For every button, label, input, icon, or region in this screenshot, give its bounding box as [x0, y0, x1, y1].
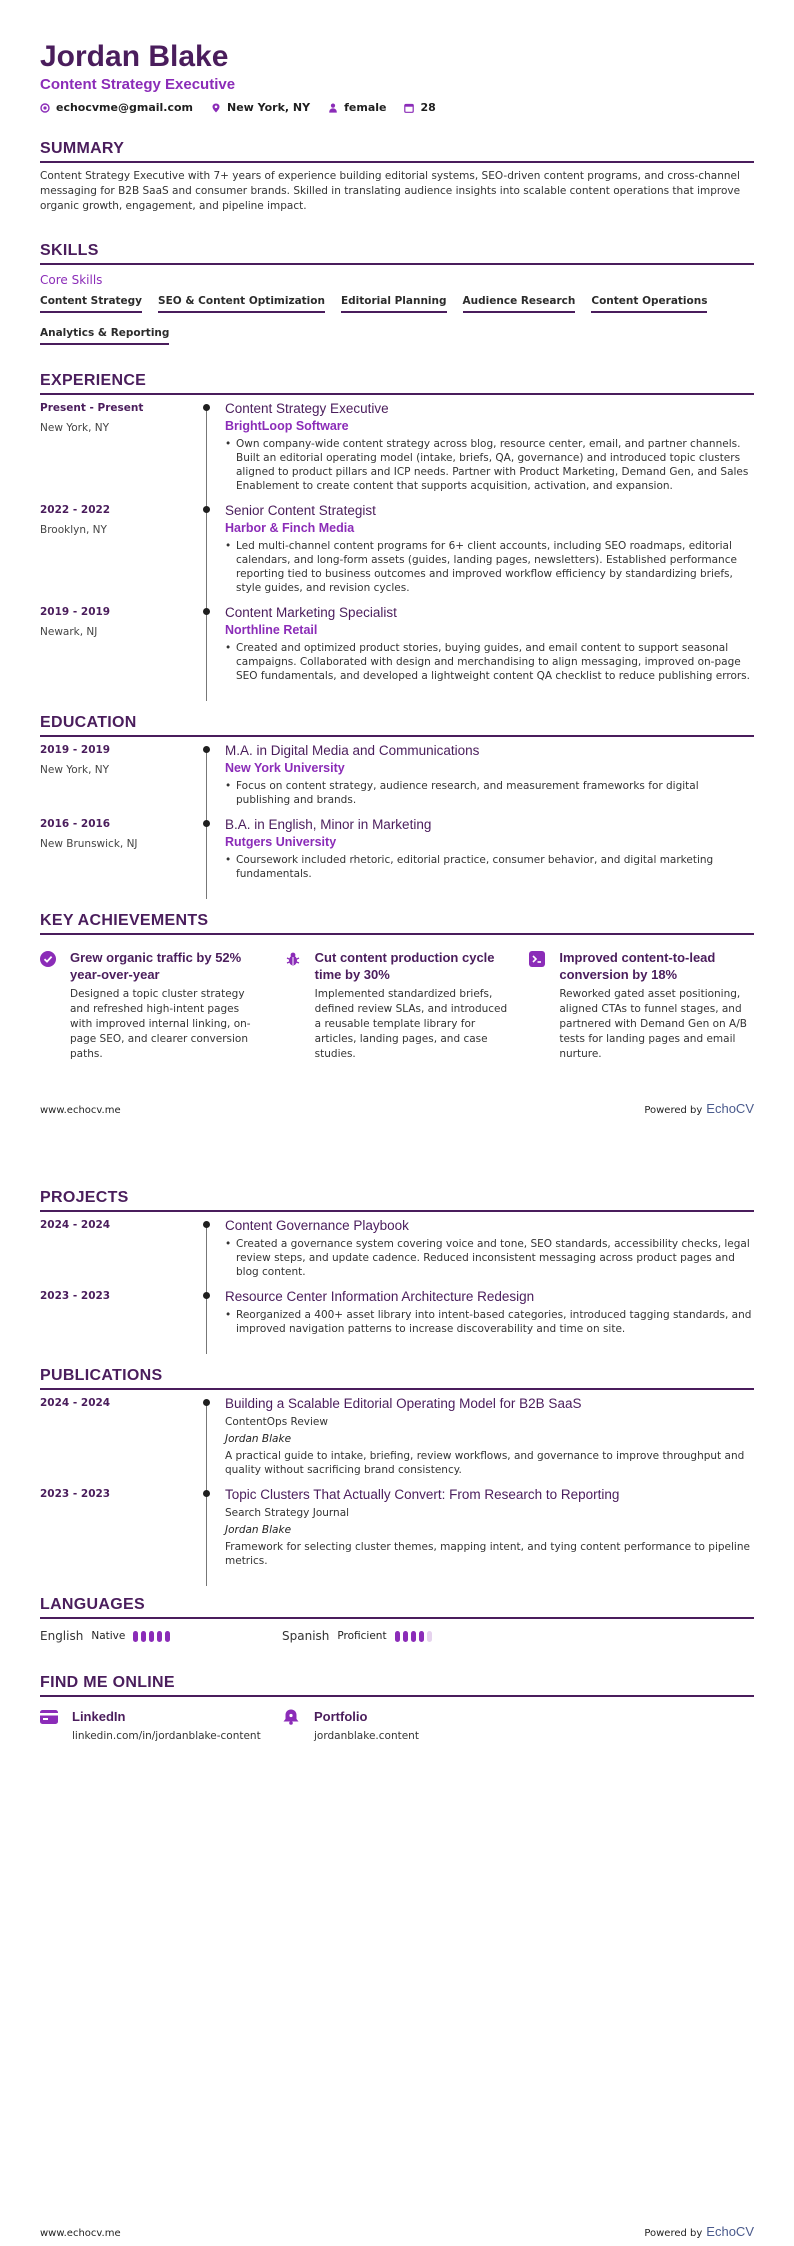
candidate-name: Jordan Blake — [40, 40, 229, 73]
publication-author: Jordan Blake — [225, 1433, 292, 1445]
terminal-icon — [529, 951, 545, 967]
education-degree: M.A. in Digital Media and Communications — [225, 743, 480, 758]
language-item — [40, 1629, 282, 1643]
project-bullet: • Reorganized a 400+ asset library into intent-based categories, introduced tagging standards, and improved navigation patterns to increase discoverability and time on site. — [225, 1308, 754, 1336]
experience-company: Northline Retail — [225, 623, 318, 637]
language-name: Spanish — [282, 1629, 330, 1643]
publication-item — [40, 1487, 754, 1578]
online-title: LinkedIn — [72, 1709, 126, 1724]
education-date: 2016 - 2016 — [40, 818, 111, 830]
project-title: Content Governance Playbook — [225, 1218, 409, 1233]
map-pin-icon — [211, 103, 221, 113]
calendar-icon — [404, 103, 414, 113]
education-degree: B.A. in English, Minor in Marketing — [225, 817, 432, 832]
experience-bullet: • Own company-wide content strategy across blog, resource center, email, and partner channels. Built an editorial operating model (intake, briefs, QA, governance) and introduced topic clusters aligned to product pillars and ICP needs. Partner with Product Marketing, Demand Gen, and Sales Enablement to create content that supports acquisition, activation, and expansion. — [225, 437, 754, 493]
project-date: 2024 - 2024 — [40, 1219, 111, 1231]
section-title: EXPERIENCE — [40, 372, 754, 395]
publication-desc: A practical guide to intake, briefing, review workflows, and governance to improve throughput and quality without sacrificing brand consistency. — [225, 1450, 745, 1476]
section-title: KEY ACHIEVEMENTS — [40, 912, 754, 935]
section-title: EDUCATION — [40, 714, 754, 737]
timeline-dot — [203, 820, 210, 827]
language-level: Native — [91, 1630, 126, 1642]
experience-company: BrightLoop Software — [225, 419, 349, 433]
experience-company: Harbor & Finch Media — [225, 521, 355, 535]
online-url[interactable]: jordanblake.content — [314, 1730, 419, 1742]
section-title: PROJECTS — [40, 1189, 754, 1212]
skill-tag: Editorial Planning — [341, 295, 447, 313]
person-icon — [328, 103, 338, 113]
timeline-line — [206, 1400, 207, 1495]
skill-tag: Content Strategy — [40, 295, 142, 313]
age-text: 28 — [420, 101, 436, 114]
candidate-title: Content Strategy Executive — [40, 76, 236, 93]
experience-bullet: • Led multi-channel content programs for 6+ client accounts, including SEO roadmaps, editorial calendars, and long-form assets (guides, landing pages, newsletters). Established performance reporting tied to business outcomes and improved workflow efficiency by standardizing briefs, style guides, and revision cycles. — [225, 539, 754, 595]
rating-dot-empty — [427, 1631, 432, 1642]
publication-author: Jordan Blake — [225, 1524, 292, 1536]
experience-section — [40, 372, 754, 693]
footer-powered — [644, 2224, 754, 2239]
experience-item — [40, 503, 754, 605]
experience-location: New York, NY — [40, 422, 110, 434]
timeline-line — [206, 1293, 207, 1354]
page-footer — [40, 2224, 754, 2239]
publication-date: 2023 - 2023 — [40, 1488, 111, 1500]
email-text: echocvme@gmail.com — [56, 101, 194, 114]
at-sign-icon — [40, 103, 50, 113]
rating-dot-filled — [165, 1631, 170, 1642]
timeline-dot — [203, 1221, 210, 1228]
experience-date: Present - Present — [40, 402, 144, 414]
rating-dot-filled — [133, 1631, 138, 1642]
section-title: SKILLS — [40, 242, 754, 265]
education-date: 2019 - 2019 — [40, 744, 111, 756]
experience-role: Senior Content Strategist — [225, 503, 376, 518]
rating-dot-filled — [411, 1631, 416, 1642]
education-bullet: • Focus on content strategy, audience research, and measurement frameworks for digital publishing and brands. — [225, 779, 754, 807]
timeline-dot — [203, 1490, 210, 1497]
experience-location: Brooklyn, NY — [40, 524, 107, 536]
contact-bar — [40, 101, 754, 114]
skills-list — [40, 295, 754, 345]
rating-dot-filled — [149, 1631, 154, 1642]
contact-location — [211, 101, 310, 114]
skill-tag: SEO & Content Optimization — [158, 295, 325, 313]
bug-icon — [285, 951, 301, 967]
section-title: PUBLICATIONS — [40, 1367, 754, 1390]
language-rating — [395, 1631, 432, 1642]
echocv-logo[interactable]: EchoCV — [706, 1101, 754, 1116]
languages-section — [40, 1596, 754, 1643]
rating-dot-filled — [395, 1631, 400, 1642]
footer-site-link[interactable]: www.echocv.me — [40, 1105, 121, 1116]
education-item — [40, 817, 754, 891]
language-rating — [133, 1631, 170, 1642]
skill-tag: Audience Research — [463, 295, 576, 313]
experience-item — [40, 605, 754, 693]
location-text: New York, NY — [227, 101, 311, 114]
achievement-desc: Designed a topic cluster strategy and refreshed high-intent pages with improved internal linking, on-page SEO, and clearer conversion paths. — [70, 988, 251, 1060]
timeline-line — [206, 1222, 207, 1297]
section-title: SUMMARY — [40, 140, 754, 163]
echocv-logo[interactable]: EchoCV — [706, 2224, 754, 2239]
achievement-title: Cut content production cycle time by 30% — [314, 950, 495, 982]
footer-site-link[interactable]: www.echocv.me — [40, 2228, 121, 2239]
publication-publisher: ContentOps Review — [225, 1416, 328, 1428]
achievement-item — [285, 949, 510, 1062]
powered-by-text: Powered by — [644, 1105, 703, 1116]
achievement-title: Improved content-to-lead conversion by 18% — [559, 950, 716, 982]
project-bullet: • Created a governance system covering voice and tone, SEO standards, accessibility checks, legal review steps, and update cadence. Reduced inconsistent messaging across product pages and blog content. — [225, 1237, 754, 1279]
experience-date: 2019 - 2019 — [40, 606, 111, 618]
rating-dot-filled — [141, 1631, 146, 1642]
timeline-line — [206, 821, 207, 899]
skill-tag: Content Operations — [591, 295, 707, 313]
experience-item — [40, 401, 754, 503]
summary-section — [40, 140, 754, 214]
powered-by-text: Powered by — [644, 2228, 703, 2239]
education-item — [40, 743, 754, 817]
projects-section — [40, 1189, 754, 1346]
experience-date: 2022 - 2022 — [40, 504, 111, 516]
achievement-title: Grew organic traffic by 52% year-over-year — [70, 950, 242, 982]
experience-location: Newark, NJ — [40, 626, 98, 638]
education-bullet: • Coursework included rhetoric, editorial practice, consumer behavior, and digital marketing fundamentals. — [225, 853, 754, 881]
education-school: New York University — [225, 761, 345, 775]
online-item-linkedin[interactable] — [40, 1709, 282, 1742]
skill-tag: Analytics & Reporting — [40, 327, 169, 345]
achievement-item — [40, 949, 265, 1062]
rating-dot-filled — [419, 1631, 424, 1642]
skills-subheading: Core Skills — [40, 273, 103, 287]
publication-item — [40, 1396, 754, 1487]
timeline-dot — [203, 746, 210, 753]
online-item-portfolio[interactable] — [282, 1709, 524, 1742]
education-section — [40, 714, 754, 891]
timeline-line — [206, 609, 207, 701]
timeline-line — [206, 507, 207, 613]
contact-gender — [328, 101, 386, 114]
check-circle-icon — [40, 951, 56, 967]
online-section — [40, 1674, 754, 1742]
publications-section — [40, 1367, 754, 1578]
achievements-section — [40, 912, 754, 1062]
summary-text: Content Strategy Executive with 7+ years of experience building editorial systems, SEO-driven content programs, and cross-channel messaging for B2B SaaS and consumer brands. Skilled in translating audience insights into scalable content operations that improve organic growth, engagement, and pipeline impact. — [40, 170, 741, 212]
resume-header — [40, 40, 754, 114]
timeline-line — [206, 747, 207, 825]
publication-title: Building a Scalable Editorial Operating Model for B2B SaaS — [225, 1396, 582, 1411]
rating-dot-filled — [403, 1631, 408, 1642]
achievement-desc: Implemented standardized briefs, defined review SLAs, and introduced a reusable template library for articles, landing pages, and case studies. — [314, 988, 508, 1060]
achievement-desc: Reworked gated asset positioning, aligned CTAs to funnel stages, and partnered with Demand Gen on A/B tests for landing pages and email nurture. — [559, 988, 747, 1060]
publication-title: Topic Clusters That Actually Convert: From Research to Reporting — [225, 1487, 620, 1502]
education-location: New Brunswick, NJ — [40, 838, 138, 850]
footer-powered — [644, 1101, 754, 1116]
resume-page-2 — [0, 1123, 794, 2246]
experience-role: Content Strategy Executive — [225, 401, 389, 416]
page-footer — [40, 1101, 754, 1116]
education-school: Rutgers University — [225, 835, 337, 849]
achievement-item — [529, 949, 754, 1062]
project-title: Resource Center Information Architecture Redesign — [225, 1289, 535, 1304]
gender-text: female — [344, 101, 387, 114]
experience-role: Content Marketing Specialist — [225, 605, 397, 620]
id-card-icon — [40, 1709, 58, 1725]
contact-age — [404, 101, 435, 114]
section-title: FIND ME ONLINE — [40, 1674, 754, 1697]
language-level: Proficient — [337, 1630, 387, 1642]
publication-desc: Framework for selecting cluster themes, mapping intent, and tying content performance to pipeline metrics. — [225, 1541, 750, 1567]
language-name: English — [40, 1629, 84, 1643]
skills-section — [40, 242, 754, 345]
timeline-dot — [203, 404, 210, 411]
project-item — [40, 1289, 754, 1346]
publication-publisher: Search Strategy Journal — [225, 1507, 350, 1519]
contact-email[interactable] — [40, 101, 193, 114]
section-title: LANGUAGES — [40, 1596, 754, 1619]
publication-date: 2024 - 2024 — [40, 1397, 111, 1409]
timeline-line — [206, 405, 207, 511]
timeline-dot — [203, 1292, 210, 1299]
online-url[interactable]: linkedin.com/in/jordanblake-content — [72, 1730, 261, 1742]
timeline-dot — [203, 506, 210, 513]
project-date: 2023 - 2023 — [40, 1290, 111, 1302]
timeline-line — [206, 1491, 207, 1586]
bug-icon — [282, 1709, 300, 1725]
project-item — [40, 1218, 754, 1289]
language-item — [282, 1629, 524, 1643]
education-location: New York, NY — [40, 764, 110, 776]
timeline-dot — [203, 1399, 210, 1406]
online-title: Portfolio — [314, 1709, 368, 1724]
timeline-dot — [203, 608, 210, 615]
rating-dot-filled — [157, 1631, 162, 1642]
experience-bullet: • Created and optimized product stories, buying guides, and email content to support seasonal campaigns. Collaborated with design and merchandising to align messaging, improved on-page SEO fundamentals, and developed a lightweight content QA checklist to reduce publishing errors. — [225, 641, 754, 683]
